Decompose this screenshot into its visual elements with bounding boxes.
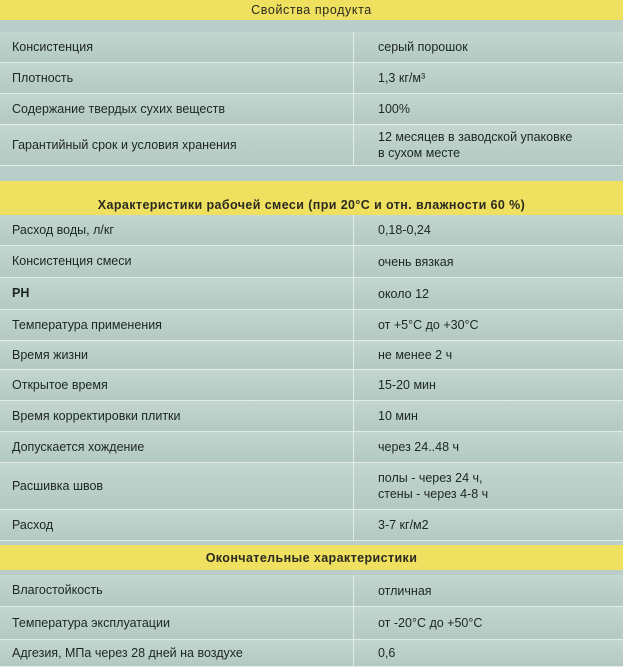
row-label: Допускается хождение [12,439,145,454]
table-row [0,575,623,607]
row-value: от -20°С до +50°С [378,616,483,630]
row-label: Консистенция смеси [12,254,132,268]
row-label: Время корректировки плитки [12,408,181,423]
table-row [0,370,623,401]
column-divider [353,32,354,62]
section-header-product-properties: Свойства продукта [0,0,623,20]
column-divider [353,341,354,369]
row-label: Открытое время [12,377,108,392]
table-row [0,246,623,278]
column-divider [353,463,354,509]
column-divider [353,640,354,666]
column-divider [353,246,354,277]
row-value: 10 мин [378,409,418,423]
table-row [0,401,623,432]
table-row [0,510,623,541]
section-header-final-characteristics: Окончательные характеристики [0,545,623,570]
column-divider [353,278,354,309]
section-header-mix-characteristics: Характеристики рабочей смеси (при 20°С и отн. влажности 60 %) [0,195,623,215]
row-label: Расход [12,517,54,532]
row-label: Адгезия, МПа через 28 дней на воздухе [12,645,243,660]
table-row [0,125,623,166]
row-value: 1,3 кг/м³ [378,71,426,85]
row-label: Температура применения [12,317,162,332]
row-label: Консистенция [12,39,93,54]
row-value: от +5°С до +30°С [378,318,479,332]
column-divider [353,94,354,124]
row-value: 0,18-0,24 [378,223,431,237]
column-divider [353,370,354,400]
column-divider [353,63,354,93]
row-value: 0,6 [378,646,396,660]
row-label: Время жизни [12,347,89,362]
table-row [0,63,623,94]
row-value: отличная [378,583,432,598]
table-row [0,607,623,640]
row-label: Содержание твердых сухих веществ [12,101,225,116]
table-row [0,215,623,246]
row-value: через 24..48 ч [378,440,460,454]
table-row [0,463,623,510]
row-value: очень вязкая [378,254,454,269]
column-divider [353,432,354,462]
column-divider [353,575,354,606]
row-label: Влагостойкость [12,583,103,597]
table-row [0,278,623,310]
table-row [0,94,623,125]
row-value: серый порошок [378,40,468,54]
column-divider [353,215,354,245]
column-divider [353,310,354,340]
table-row [0,640,623,667]
table-row [0,432,623,463]
row-label: Расход воды, л/кг [12,222,114,237]
row-label: Гарантийный срок и условия хранения [12,137,237,152]
table-row [0,32,623,63]
row-value: 3-7 кг/м2 [378,518,429,532]
row-label: Температура эксплуатации [12,615,170,630]
column-divider [353,401,354,431]
row-value: не менее 2 ч [378,348,453,362]
table-row [0,310,623,341]
row-label: PH [12,286,30,300]
row-value: 12 месяцев в заводской упаковке в сухом месте [378,130,573,160]
section-divider-band [0,181,623,195]
row-value: 100% [378,102,410,116]
column-divider [353,125,354,165]
row-value: 15-20 мин [378,378,436,392]
column-divider [353,607,354,639]
row-value: полы - через 24 ч, стены - через 4-8 ч [378,471,489,501]
row-label: Расшивка швов [12,478,104,493]
table-row [0,341,623,370]
row-label: Плотность [12,70,74,85]
row-value: около 12 [378,286,430,301]
column-divider [353,510,354,540]
